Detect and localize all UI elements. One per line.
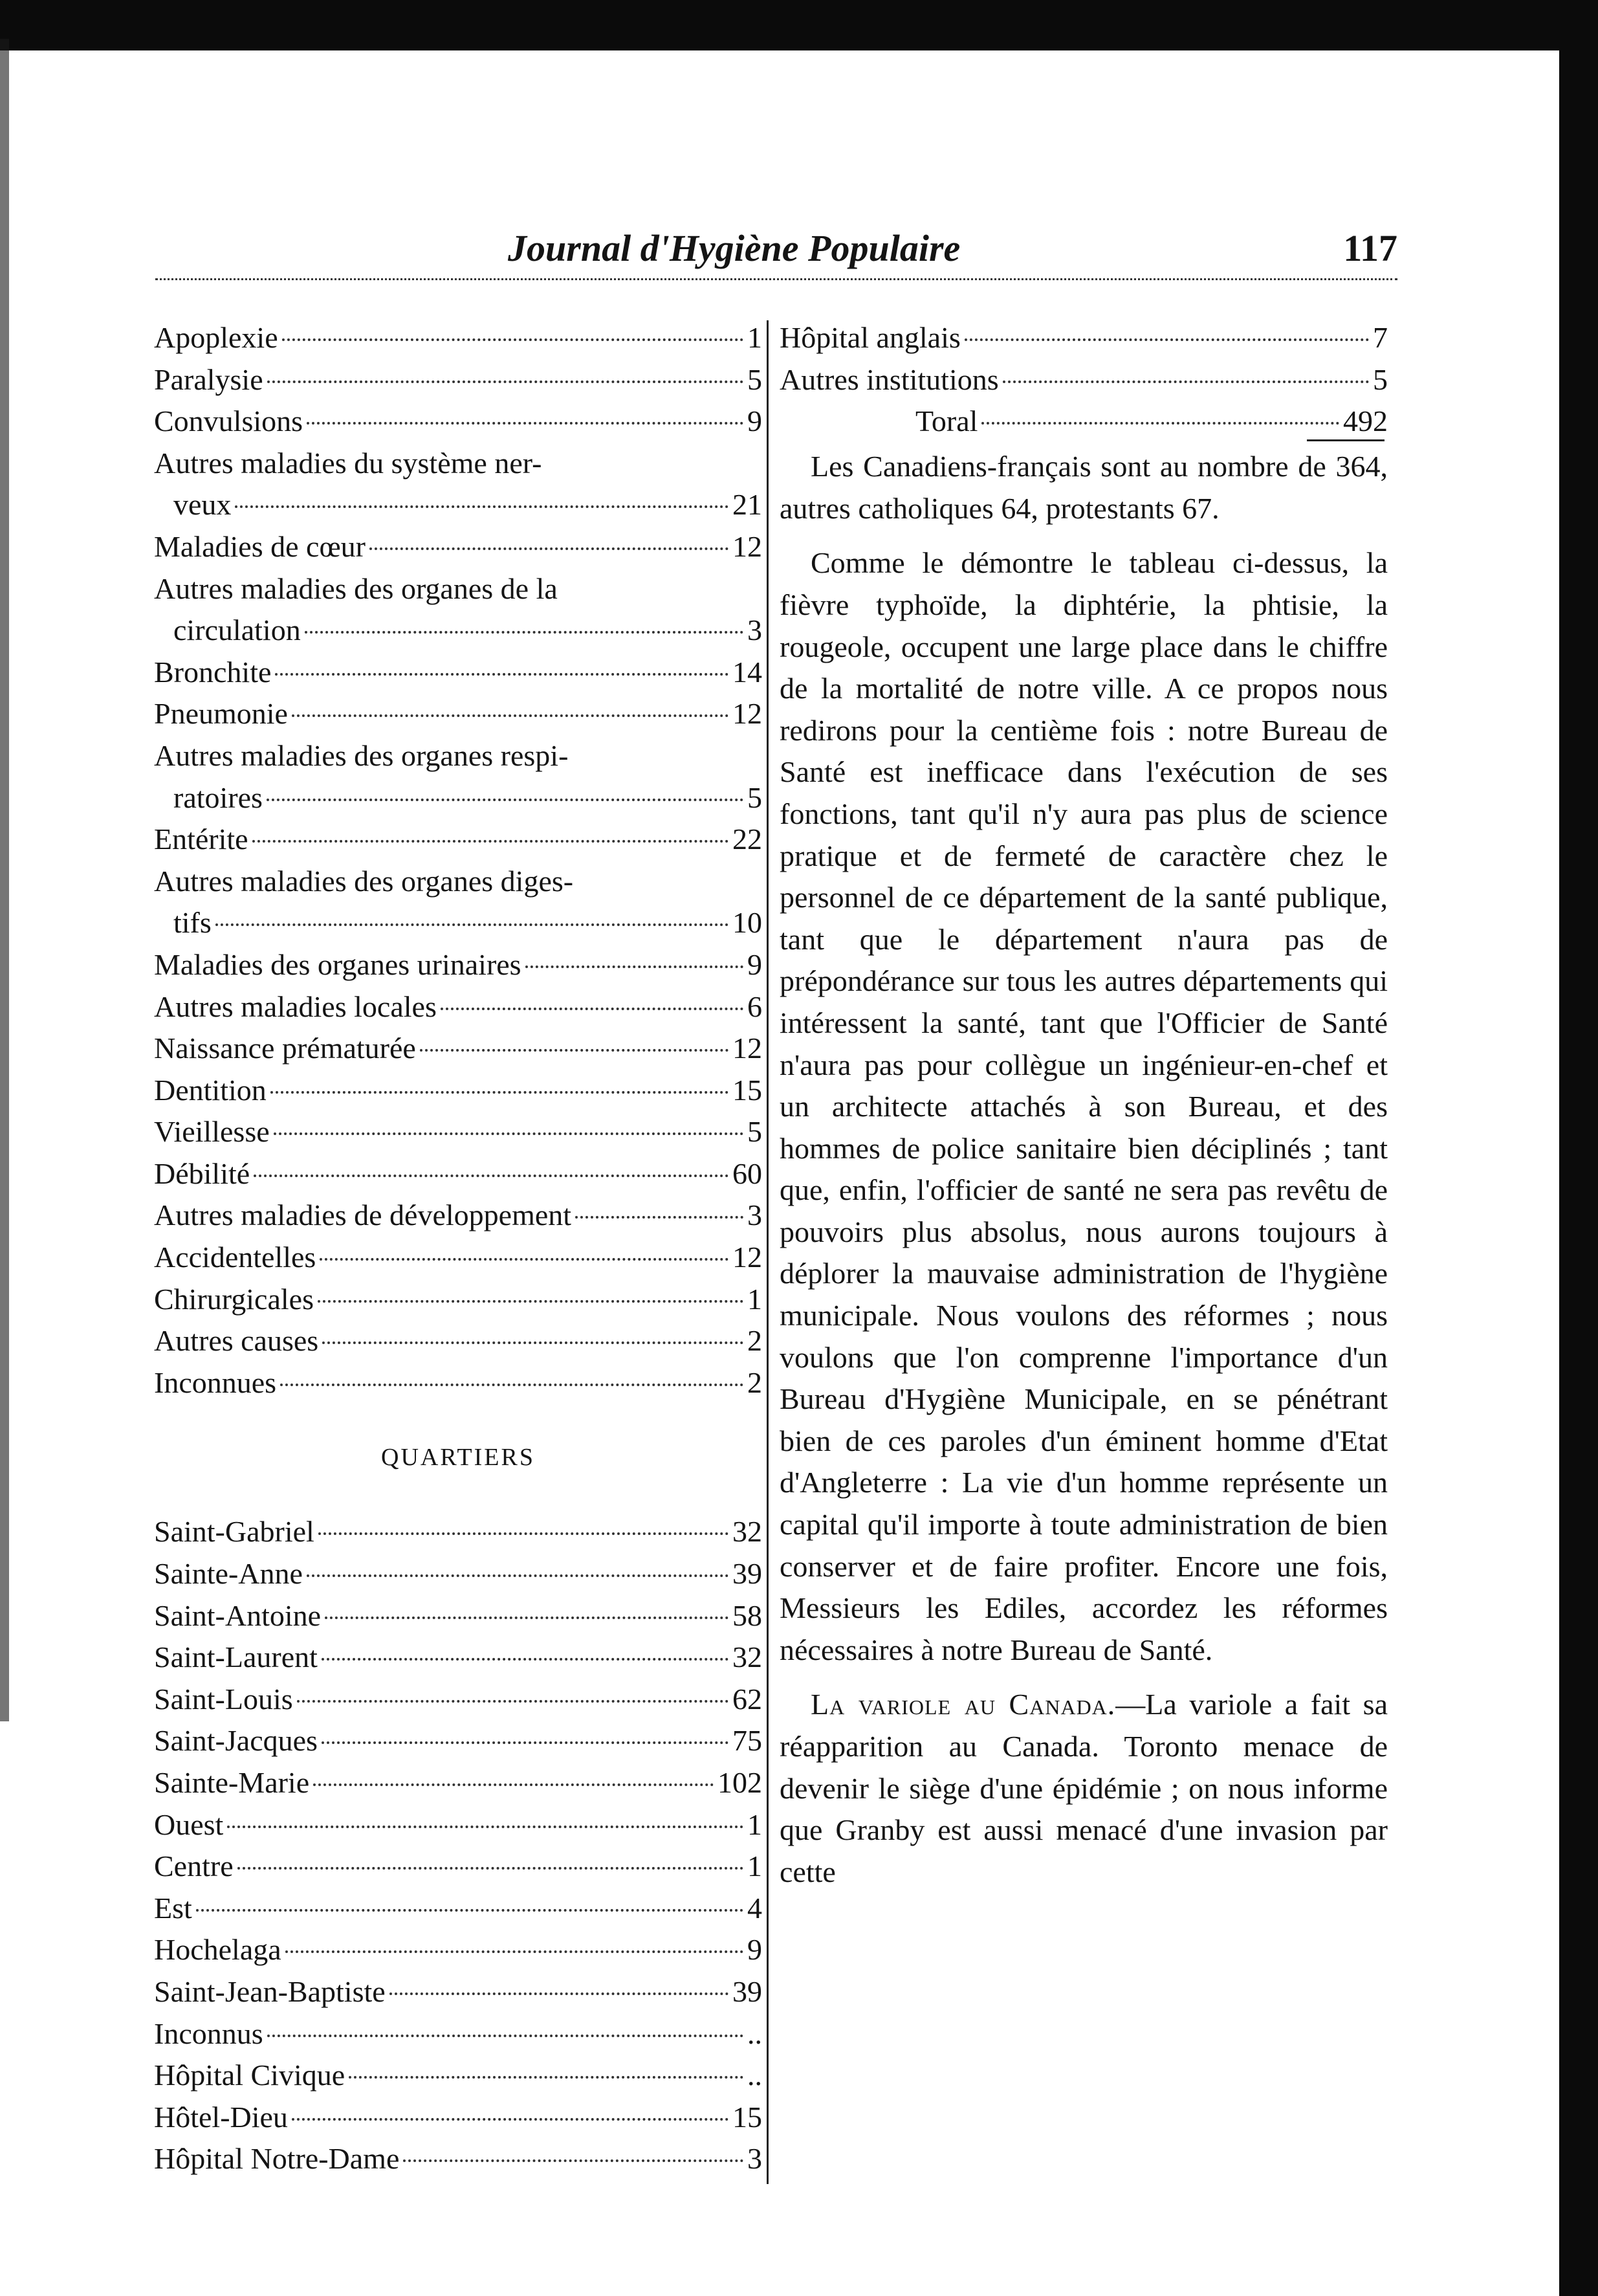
entry-value: 60 <box>732 1156 762 1190</box>
quartier-row <box>154 1720 762 1762</box>
right-column <box>780 317 1388 1893</box>
leader-dots <box>525 966 743 968</box>
quartier-row <box>154 1929 762 1971</box>
entry-value: 39 <box>732 1974 762 2008</box>
entry-value: 1 <box>747 321 762 354</box>
cause-row <box>154 944 762 986</box>
entry-value: 3 <box>747 2142 762 2176</box>
entry-label-continued: veux <box>173 488 232 522</box>
quartier-row <box>154 1888 762 1930</box>
leader-dots <box>322 1741 728 1744</box>
leader-dots <box>369 547 728 550</box>
leader-dots <box>227 1826 743 1828</box>
leader-dots <box>325 1617 728 1619</box>
entry-value: 9 <box>747 947 762 981</box>
leader-dots <box>267 2035 743 2037</box>
quartier-row <box>154 2097 762 2139</box>
total-rule <box>1307 439 1385 441</box>
cause-row <box>154 317 762 359</box>
entry-label: Sainte-Anne <box>154 1557 303 1591</box>
leader-dots <box>403 2159 743 2162</box>
entry-value: 32 <box>732 1640 762 1674</box>
entry-label: Saint-Laurent <box>154 1640 318 1674</box>
entry-label: Est <box>154 1891 192 1925</box>
entry-label: Entérite <box>154 822 248 856</box>
quartier-row <box>154 1553 762 1595</box>
leader-dots <box>275 673 728 676</box>
entry-value: 7 <box>1373 321 1388 354</box>
leader-dots <box>307 1574 728 1577</box>
entry-value: 102 <box>717 1766 762 1799</box>
leader-dots <box>292 714 728 717</box>
entry-label: Hochelaga <box>154 1933 281 1967</box>
leader-dots <box>441 1008 743 1010</box>
entry-value: 1 <box>747 1849 762 1883</box>
quartier-row <box>154 1804 762 1846</box>
quartier-row <box>154 1846 762 1888</box>
entry-value: 9 <box>747 1933 762 1967</box>
quartier-row <box>154 1595 762 1637</box>
scan-left-edge <box>0 39 9 1721</box>
entry-label: Saint-Antoine <box>154 1598 322 1632</box>
entry-value: 14 <box>732 655 762 689</box>
entry-label-continued: ratoires <box>173 780 263 814</box>
entry-value: 5 <box>747 780 762 814</box>
leader-dots <box>965 338 1369 341</box>
quartier-row <box>154 1511 762 1553</box>
entry-label: Débilité <box>154 1156 250 1190</box>
entry-value: 75 <box>732 1724 762 1758</box>
column-divider <box>767 320 769 2184</box>
entry-value: 39 <box>732 1557 762 1591</box>
entry-label: Ouest <box>154 1807 224 1841</box>
cause-row <box>154 359 762 401</box>
entry-value: 15 <box>732 1073 762 1107</box>
entry-value: 21 <box>732 488 762 522</box>
entry-value: 5 <box>747 362 762 396</box>
cause-row <box>154 1320 762 1362</box>
entry-label: Centre <box>154 1849 234 1883</box>
entry-value: 3 <box>747 613 762 647</box>
cause-row <box>154 1237 762 1279</box>
institution-row <box>780 317 1388 359</box>
entry-value: 10 <box>732 906 762 940</box>
entry-value: 5 <box>747 1115 762 1149</box>
entry-value: 2 <box>747 1365 762 1399</box>
entry-value: 12 <box>732 529 762 563</box>
entry-label: Hôpital anglais <box>780 321 961 354</box>
entry-value: 22 <box>732 822 762 856</box>
leader-dots <box>320 1258 728 1261</box>
quartier-row <box>154 1971 762 2013</box>
entry-label: Autres maladies des organes diges- <box>154 864 574 898</box>
leader-dots <box>254 1175 728 1177</box>
entry-label: Apoplexie <box>154 321 278 354</box>
entry-label: Vieillesse <box>154 1115 270 1149</box>
leader-dots <box>237 1867 743 1870</box>
entry-value: 12 <box>732 1032 762 1065</box>
entry-value: 3 <box>747 1198 762 1232</box>
entry-label: Inconnus <box>154 2016 263 2050</box>
running-header <box>149 214 1397 285</box>
entry-label: Autres maladies de développement <box>154 1198 572 1232</box>
entry-value: 62 <box>732 1682 762 1716</box>
cause-row <box>154 1279 762 1321</box>
cause-row <box>154 735 762 819</box>
entry-value: 4 <box>747 1891 762 1925</box>
entry-label: Autres maladies du système ner- <box>154 446 542 480</box>
cause-row <box>154 1362 762 1404</box>
entry-label: Pneumonie <box>154 697 288 731</box>
journal-title: Journal d'Hygiène Populaire <box>508 227 961 269</box>
entry-value: 2 <box>747 1324 762 1358</box>
leader-dots <box>297 1700 728 1703</box>
leader-dots <box>322 1658 728 1661</box>
cause-row <box>154 401 762 443</box>
entry-value: 9 <box>747 404 762 438</box>
entry-label: Saint-Jean-Baptiste <box>154 1974 386 2008</box>
total-row <box>780 401 1388 446</box>
entry-label: Paralysie <box>154 362 263 396</box>
leader-dots <box>285 1950 743 1953</box>
paragraph-population: Les Canadiens-français sont au nombre de 364, autres catholiques 64, protestants 67. <box>780 450 1388 525</box>
leader-dots <box>267 381 743 383</box>
leader-dots <box>280 1384 743 1386</box>
entry-label: Naissance prématurée <box>154 1032 416 1065</box>
entry-value: .. <box>747 2059 762 2092</box>
leader-dots <box>215 923 728 926</box>
entry-label: Hôpital Civique <box>154 2059 345 2092</box>
page-number: 117 <box>1343 227 1397 269</box>
quartier-row <box>154 1637 762 1679</box>
leader-dots <box>389 1992 728 1995</box>
entry-label: Autres maladies des organes de la <box>154 571 558 605</box>
leader-dots <box>575 1216 743 1219</box>
leader-dots <box>235 505 728 508</box>
leader-dots <box>349 2076 743 2079</box>
quartier-row <box>154 1679 762 1721</box>
cause-row <box>154 443 762 526</box>
entry-value: 15 <box>732 2100 762 2134</box>
entry-label: Inconnues <box>154 1365 277 1399</box>
cause-row <box>154 1070 762 1112</box>
quartier-row <box>154 2013 762 2055</box>
entry-value: 12 <box>732 697 762 731</box>
cause-row <box>154 526 762 568</box>
entry-value: 5 <box>1373 362 1388 396</box>
leader-dots <box>267 799 743 801</box>
leader-dots <box>318 1300 743 1303</box>
entry-label: Dentition <box>154 1073 267 1107</box>
leader-dots <box>313 1783 714 1786</box>
cause-row <box>154 1153 762 1195</box>
leader-dots <box>292 2118 728 2121</box>
entry-value: .. <box>747 2016 762 2050</box>
entry-value: 6 <box>747 989 762 1023</box>
entry-label: Saint-Jacques <box>154 1724 318 1758</box>
entry-value: 1 <box>747 1807 762 1841</box>
total-label: Toral <box>915 404 978 438</box>
entry-label: Hôpital Notre-Dame <box>154 2142 400 2176</box>
scan-right-border <box>1559 0 1598 2296</box>
header-rule <box>155 278 1397 280</box>
leader-dots <box>282 338 743 341</box>
cause-row <box>154 819 762 861</box>
entry-label-continued: circulation <box>173 613 301 647</box>
entry-value: 58 <box>732 1598 762 1632</box>
leader-dots <box>196 1909 743 1912</box>
institution-row <box>780 359 1388 401</box>
leader-dots <box>274 1132 743 1135</box>
leader-dots <box>305 631 743 634</box>
entry-label: Bronchite <box>154 655 272 689</box>
scan-top-border <box>0 0 1598 50</box>
entry-value: 1 <box>747 1282 762 1316</box>
entry-value: 12 <box>732 1241 762 1274</box>
cause-row <box>154 1111 762 1153</box>
left-column <box>154 317 762 2180</box>
causes-of-death-list <box>154 317 762 1404</box>
cause-row <box>154 568 762 652</box>
quartiers-heading: QUARTIERS <box>381 1444 535 1472</box>
cause-row <box>154 693 762 735</box>
cause-row <box>154 1028 762 1070</box>
variole-body: —La variole a fait sa réapparition au Canada. Toronto menace de devenir le siège d'une épidémie ; on nous informe que Granby est aussi menacé d'une invasion par cette <box>780 1688 1388 1888</box>
leader-dots <box>318 1532 728 1535</box>
quartier-row <box>154 2138 762 2180</box>
leader-dots <box>420 1049 728 1052</box>
cause-row <box>154 986 762 1028</box>
leader-dots <box>270 1091 728 1094</box>
leader-dots <box>307 422 743 425</box>
paragraph-variole <box>780 1684 1388 1893</box>
institutions-list <box>780 317 1388 401</box>
entry-label-continued: tifs <box>173 906 212 940</box>
total-value: 492 <box>1343 404 1388 438</box>
cause-row <box>154 1195 762 1237</box>
entry-label: Autres maladies locales <box>154 989 437 1023</box>
leader-dots <box>981 422 1339 425</box>
entry-label: Autres causes <box>154 1324 319 1358</box>
entry-label: Saint-Gabriel <box>154 1515 314 1549</box>
cause-row <box>154 861 762 944</box>
variole-heading: La variole au Canada. <box>811 1688 1116 1721</box>
paragraph-bureau-de-sante: Comme le démontre le tableau ci-dessus, la fièvre typhoïde, la diphtérie, la phtisie, la rougeole, occupent une large place dans le chiffre de la mortalité de notre ville. A ce propos nous redirons pour la centième fois : notre Bureau de Santé est inefficace dans l'exécution de ses fonctions, tant qu'il n'y aura pas plus de science pratique et de fermeté de caractère chez le personnel de ce département de la santé publique, tant que le département n'aura pas de prépondérance sur tous les autres départements qui intéressent la santé, tant que l'Officier de Santé n'aura pas pour collègue un ingénieur-en-chef et un architecte attachés à son Bureau, et des hommes de police sanitaire bien déciplinés ; tant que, enfin, l'officier de santé ne sera pas revêtu de pouvoirs plus absolus, nous aurons toujours à déplorer la mauvaise administration de l'hygiène municipale. Nous voulons des réformes ; nous voulons que l'on comprenne l'importance d'un Bureau d'Hygiène Municipale, en se pénétrant bien de ces paroles d'un éminent homme d'Etat d'Angleterre : La vie d'un homme représente un capital qu'il importe à toute administration de bien conserver et de faire profiter. Encore une fois, Messieurs les Ediles, accordez les réformes nécessaires à notre Bureau de Santé. <box>780 546 1388 1666</box>
entry-value: 32 <box>732 1515 762 1549</box>
entry-label: Hôtel-Dieu <box>154 2100 288 2134</box>
leader-dots <box>1003 381 1369 383</box>
leader-dots <box>252 840 728 843</box>
entry-label: Autres maladies des organes respi- <box>154 738 569 772</box>
entry-label: Maladies de cœur <box>154 529 366 563</box>
entry-label: Chirurgicales <box>154 1282 314 1316</box>
quartier-row <box>154 2055 762 2097</box>
cause-row <box>154 652 762 694</box>
entry-label: Sainte-Marie <box>154 1766 310 1799</box>
entry-label: Maladies des organes urinaires <box>154 947 521 981</box>
leader-dots <box>322 1341 743 1344</box>
entry-label: Accidentelles <box>154 1241 316 1274</box>
quartiers-list <box>154 1511 762 2180</box>
entry-label: Saint-Louis <box>154 1682 293 1716</box>
quartier-row <box>154 1762 762 1804</box>
entry-label: Convulsions <box>154 404 303 438</box>
entry-label: Autres institutions <box>780 362 999 396</box>
